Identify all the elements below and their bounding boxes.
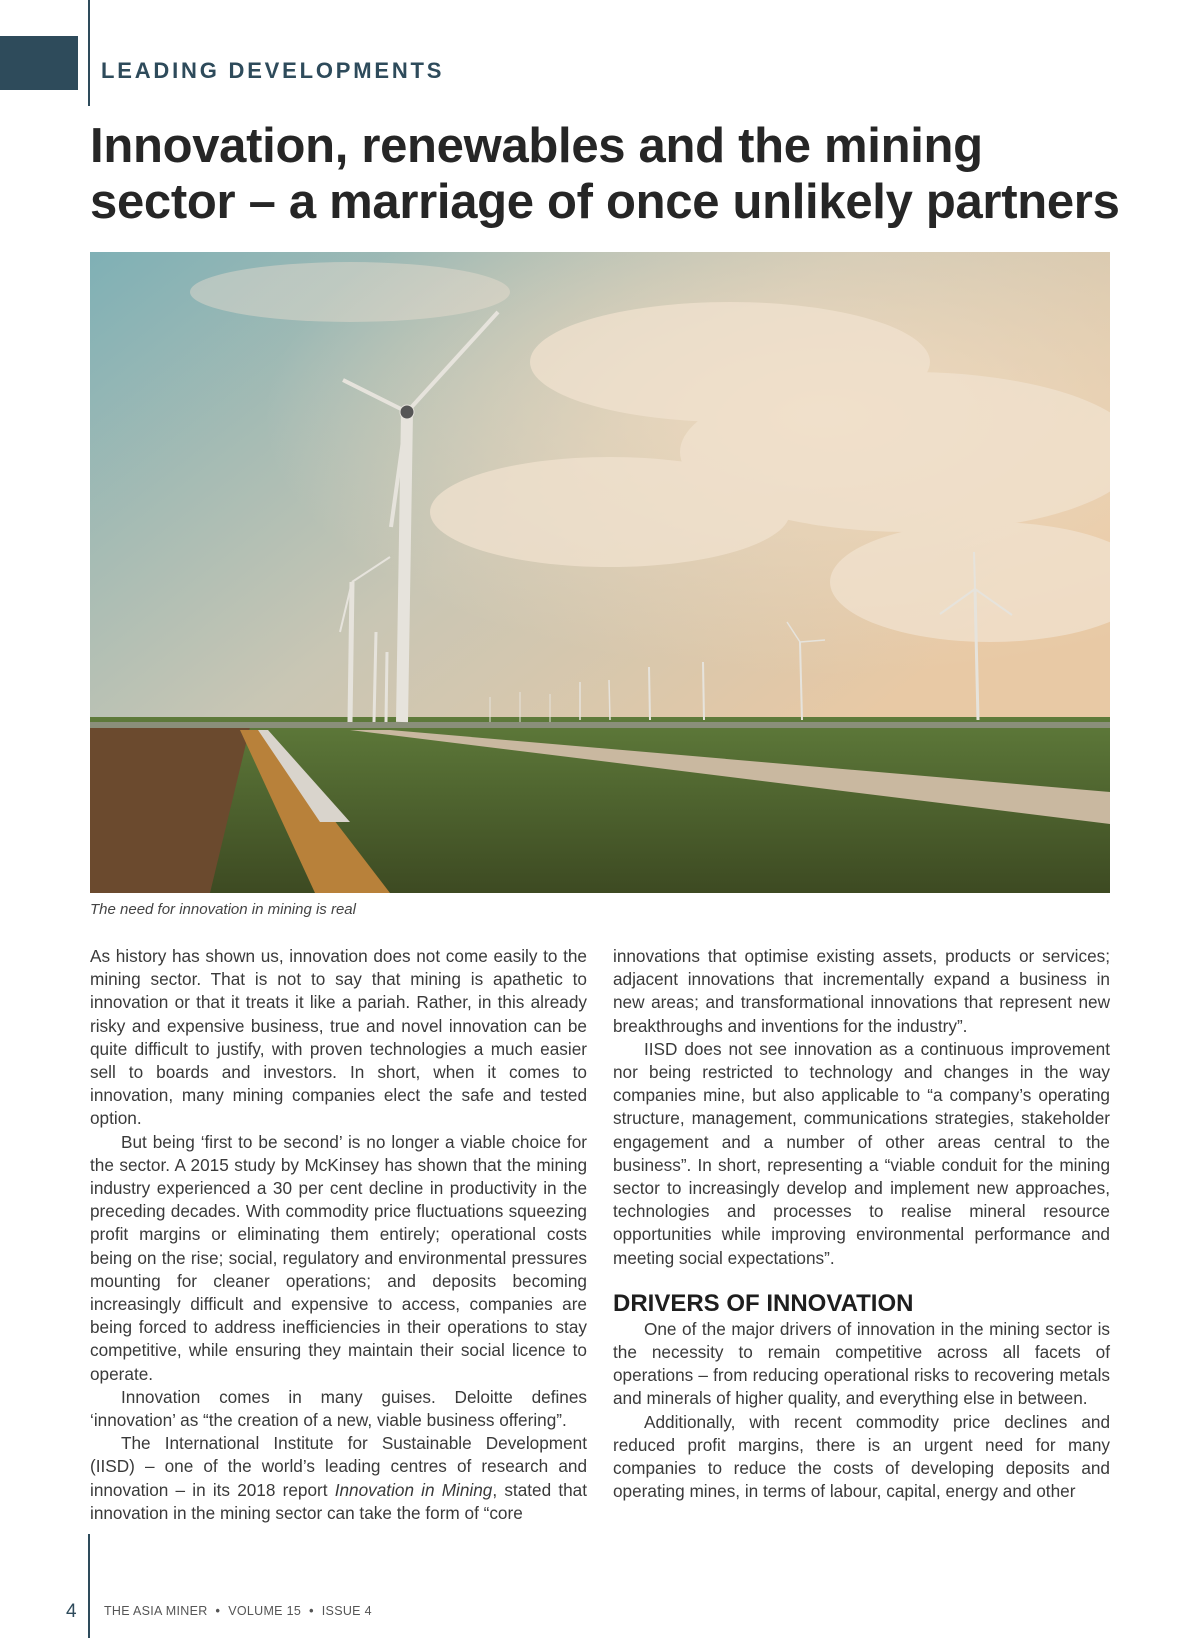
article-title: Innovation, renewables and the mining sector – a marriage of once unlikely partners — [90, 119, 1120, 229]
section-label: LEADING DEVELOPMENTS — [101, 58, 445, 83]
bullet-separator: • — [215, 1604, 221, 1618]
wind-farm-photo — [90, 252, 1110, 893]
turbine — [609, 680, 610, 720]
paragraph: As history has shown us, innovation does not come easily to the mining sector. That is not to say that mining is apathetic to innovation or that it treats it like a pariah. Rather, in this already risky and expensive business, true and novel innovation can be quite difficult to justify, with proven technologies a much easier sell to boards and investors. In short, when it comes to innovation, many mining companies elect the safe and tested option. — [90, 946, 587, 1129]
photo-caption: The need for innovation in mining is real — [90, 901, 356, 918]
section-heading: DRIVERS OF INNOVATION — [613, 1289, 914, 1317]
paragraph: IISD does not see innovation as a continuous improvement nor being restricted to technology and changes in the way companies mine, but also applicable to “a company’s operating structure, management, communications strategies, stakeholder engagement and a number of other areas central to the business”. In short, representing a “viable conduit for the mining sector to increasingly develop and implement new approaches, technologies and processes to realise mineral resource opportunities while improving environmental performance and meeting social expectations”. — [613, 1038, 1110, 1268]
turbine — [386, 652, 387, 722]
header-vertical-rule — [88, 0, 90, 106]
turbine — [703, 662, 704, 720]
article-column-left — [90, 945, 587, 1525]
turbine — [374, 632, 376, 722]
paragraph: Additionally, with recent commodity price declines and reduced profit margins, there is an urgent need for many companies to reduce the costs of developing deposits and operating mines, in terms of labour, capital, energy and other — [613, 1411, 1110, 1502]
report-title: Innovation in Mining — [334, 1479, 493, 1500]
paragraph: Innovation comes in many guises. Deloitte defines ‘innovation’ as “the creation of a new, viable business offering”. — [90, 1386, 587, 1431]
turbine-blade — [974, 552, 975, 589]
section-color-block — [0, 36, 78, 90]
publication-name: THE ASIA MINER — [104, 1604, 208, 1618]
paragraph: innovations that optimise existing assets, products or services; adjacent innovations that incrementally expand a business in new areas; and transformational innovations that represent new breakthroughs and inventions for the industry”. — [613, 946, 1110, 1036]
page-number: 4 — [66, 1601, 77, 1622]
paragraph: But being ‘first to be second’ is no longer a viable choice for the sector. A 2015 study by McKinsey has shown that the mining industry experienced a 30 per cent decline in productivity in the preceding decades. With commodity price fluctuations squeezing profit margins or eliminating them entirely; operational costs being on the rise; social, regulatory and environmental pressures mounting for cleaner operations; and deposits becoming increasingly difficult and expensive to access, companies are being forced to address inefficiencies in their operations to stay competitive, while ensuring they maintain their social licence to operate. — [90, 1131, 587, 1384]
paragraph: One of the major drivers of innovation in the mining sector is the necessity to remain competitive across all facets of operations – from reducing operational risks to recovering metals and minerals of higher quality, and everything else in between. — [613, 1318, 1110, 1409]
turbine-main-hub — [400, 405, 414, 419]
turbine-main — [402, 412, 407, 722]
turbine — [649, 667, 650, 720]
paragraph — [90, 1432, 587, 1525]
volume: VOLUME 15 — [228, 1604, 302, 1618]
footer-vertical-rule — [88, 1534, 90, 1638]
turbine — [350, 582, 352, 722]
paragraph-text: The International Institute for Sustainable Development (IISD) – one of the world’s leading centres of research and innovation – in its 2018 report — [90, 1433, 587, 1500]
footer-publication-info — [104, 1604, 372, 1618]
issue: ISSUE 4 — [321, 1604, 372, 1618]
bullet-separator: • — [309, 1604, 314, 1618]
article-column-right — [613, 945, 1110, 1503]
paragraph-text: , stated that innovation in the mining sector can take the form of “core — [90, 1479, 587, 1523]
horizon-line — [90, 722, 1110, 728]
